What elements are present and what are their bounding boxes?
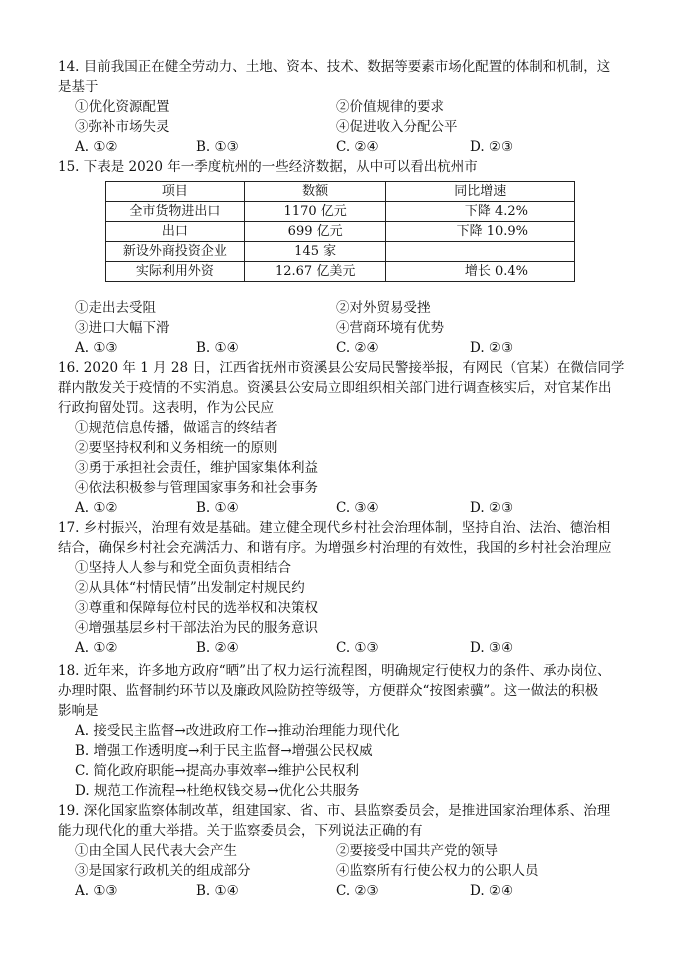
statement-item: ④增强基层乡村干部法治为民的服务意识 [75, 620, 318, 636]
choice-b: B. ①④ [196, 340, 239, 356]
statement-item: ③进口大幅下滑 [75, 320, 170, 336]
statement-item: ③尊重和保障每位村民的选举权和决策权 [75, 600, 318, 616]
question-stem: 办理时限、监督制约环节以及廉政风险防控等级等，方便群众“按图索骥”。这一做法的积极 [58, 683, 599, 699]
choice-d: D. ②④ [470, 883, 514, 899]
choice-c: C. ②④ [336, 139, 379, 155]
choice-b: B. ①④ [196, 500, 239, 516]
table-header-row [106, 182, 575, 202]
table-cell: 新设外商投资企业 [106, 242, 245, 262]
economic-data-table [105, 181, 575, 282]
choice-a: A. ①② [75, 640, 118, 656]
choice-c: C. ③④ [336, 500, 379, 516]
question-stem: 17. 乡村振兴，治理有效是基础。建立健全现代乡村社会治理体制，坚持自治、法治、德治相 [58, 520, 611, 536]
statement-item: ④依法积极参与管理国家事务和社会事务 [75, 480, 318, 496]
table-cell: 下降 10.9% [386, 222, 575, 242]
question-stem: 结合，确保乡村社会充满活力、和谐有序。为增强乡村治理的有效性，我国的乡村社会治理应 [58, 540, 612, 556]
choice-a: A. ①③ [75, 883, 118, 899]
statement-item: ①由全国人民代表大会产生 [75, 843, 237, 859]
table-header-cell: 同比增速 [386, 182, 575, 202]
question-stem: 行政拘留处罚。这表明，作为公民应 [58, 400, 274, 416]
question-stem: 群内散发关于疫情的不实消息。资溪县公安局立即组织相关部门进行调查核实后，对官某作出 [58, 380, 612, 396]
question-stem: 14. 目前我国正在健全劳动力、土地、资本、技术、数据等要素市场化配置的体制和机制，这 [58, 59, 611, 75]
table-row [106, 202, 575, 222]
statement-item: ④促进收入分配公平 [336, 119, 458, 135]
table-cell: 增长 0.4% [386, 262, 575, 282]
statement-item: ①走出去受阻 [75, 300, 156, 316]
question-stem: 19. 深化国家监察体制改革，组建国家、省、市、县监察委员会，是推进国家治理体系、治理 [58, 803, 611, 819]
statement-item: ②要接受中国共产党的领导 [336, 843, 498, 859]
statement-item: ③弥补市场失灵 [75, 119, 170, 135]
choice-b: B. 增强工作透明度→利于民主监督→增强公民权威 [75, 743, 373, 759]
statement-item: ①坚持人人参与和党全面负责相结合 [75, 560, 291, 576]
choice-c: C. ①③ [336, 640, 379, 656]
table-cell: 12.67 亿美元 [244, 262, 386, 282]
choice-b: B. ②④ [196, 640, 239, 656]
table-header-cell: 数额 [244, 182, 386, 202]
table-cell: 实际利用外资 [106, 262, 245, 282]
question-stem: 15. 下表是 2020 年一季度杭州的一些经济数据，从中可以看出杭州市 [58, 159, 478, 175]
choice-a: A. ①② [75, 139, 118, 155]
statement-item: ④营商环境有优势 [336, 320, 444, 336]
statement-item: ④监察所有行使公权力的公职人员 [336, 863, 539, 879]
choice-c: C. 简化政府职能→提高办事效率→维护公民权利 [75, 763, 360, 779]
choice-d: D. 规范工作流程→杜绝权钱交易→优化公共服务 [75, 783, 360, 799]
statement-item: ①规范信息传播，做谣言的终结者 [75, 420, 278, 436]
table-row [106, 262, 575, 282]
statement-item: ③勇于承担社会责任，维护国家集体利益 [75, 460, 318, 476]
question-stem: 16. 2020 年 1 月 28 日，江西省抚州市资溪县公安局民警接举报，有网民（官某）在微信同学 [58, 360, 625, 376]
table-cell: 1170 亿元 [244, 202, 386, 222]
question-stem: 18. 近年来，许多地方政府“晒”出了权力运行流程图，明确规定行使权力的条件、承办岗位、 [58, 663, 611, 679]
choice-a: A. 接受民主监督→改进政府工作→推动治理能力现代化 [75, 723, 400, 739]
choice-a: A. ①③ [75, 340, 118, 356]
choice-d: D. ②③ [470, 139, 514, 155]
question-stem: 是基于 [58, 79, 99, 95]
question-stem: 能力现代化的重大举措。关于监察委员会，下列说法正确的有 [58, 823, 423, 839]
choice-d: D. ②③ [470, 500, 514, 516]
choice-c: C. ②④ [336, 340, 379, 356]
table-cell: 145 家 [244, 242, 386, 262]
table-row [106, 242, 575, 262]
choice-c: C. ②③ [336, 883, 379, 899]
table-header-cell: 项目 [106, 182, 245, 202]
table-cell: 出口 [106, 222, 245, 242]
statement-item: ①优化资源配置 [75, 99, 170, 115]
statement-item: ③是国家行政机关的组成部分 [75, 863, 251, 879]
statement-item: ②对外贸易受挫 [336, 300, 431, 316]
table-cell: 699 亿元 [244, 222, 386, 242]
table-row [106, 222, 575, 242]
statement-item: ②价值规律的要求 [336, 99, 444, 115]
question-stem: 影响是 [58, 703, 99, 719]
choice-a: A. ①② [75, 500, 118, 516]
choice-b: B. ①③ [196, 139, 239, 155]
table-cell [386, 242, 575, 262]
statement-item: ②从具体“村情民情”出发制定村规民约 [75, 580, 305, 596]
choice-d: D. ②③ [470, 340, 514, 356]
table-cell: 下降 4.2% [386, 202, 575, 222]
choice-b: B. ①④ [196, 883, 239, 899]
choice-d: D. ③④ [470, 640, 514, 656]
table-cell: 全市货物进出口 [106, 202, 245, 222]
statement-item: ②要坚持权利和义务相统一的原则 [75, 440, 278, 456]
